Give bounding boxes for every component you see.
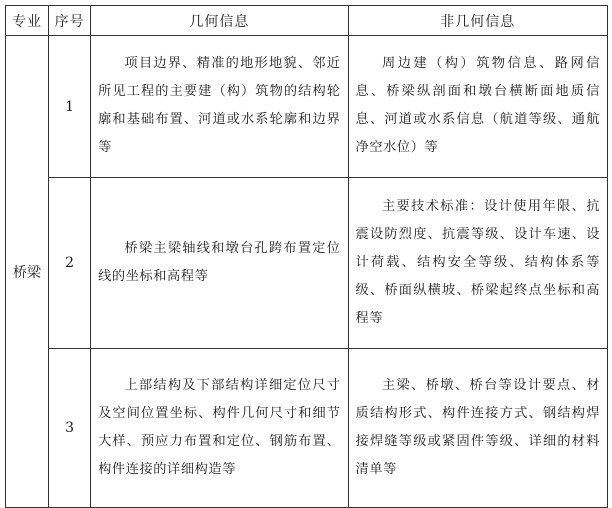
seq-cell: 2 <box>49 178 91 349</box>
table-row <box>6 178 608 349</box>
table-row <box>6 36 608 178</box>
header-seq: 序号 <box>49 6 91 36</box>
non-geometric-cell: 周边建（构）筑物信息、路网信息、桥梁纵剖面和墩台横断面地质信息、河道或水系信息（航道等级、通航净空水位）等 <box>348 36 607 178</box>
header-geometric: 几何信息 <box>91 6 348 36</box>
category-cell: 桥梁 <box>6 36 49 508</box>
header-row <box>6 6 608 36</box>
table-row <box>6 349 608 508</box>
geometric-cell: 桥梁主梁轴线和墩台孔跨布置定位线的坐标和高程等 <box>91 178 348 349</box>
seq-cell: 3 <box>49 349 91 508</box>
geometric-cell: 上部结构及下部结构详细定位尺寸及空间位置坐标、构件几何尺寸和细节大样、预应力布置和定位、钢筋布置、构件连接的详细构造等 <box>91 349 348 508</box>
non-geometric-cell: 主要技术标准：设计使用年限、抗震设防烈度、抗震等级、设计车速、设计荷载、结构安全等级、结构体系等级、桥面纵横坡、桥梁起终点坐标和高程等 <box>348 178 607 349</box>
seq-cell: 1 <box>49 36 91 178</box>
header-non-geometric: 非几何信息 <box>348 6 607 36</box>
geometric-cell: 项目边界、精准的地形地貌、邻近所见工程的主要建（构）筑物的结构轮廓和基础布置、河道或水系轮廓和边界等 <box>91 36 348 178</box>
header-major: 专业 <box>6 6 49 36</box>
info-table <box>5 5 608 508</box>
page-content <box>5 5 608 508</box>
non-geometric-cell: 主梁、桥墩、桥台等设计要点、材质结构形式、构件连接方式、钢结构焊接焊缝等级或紧固件等级、详细的材料清单等 <box>348 349 607 508</box>
